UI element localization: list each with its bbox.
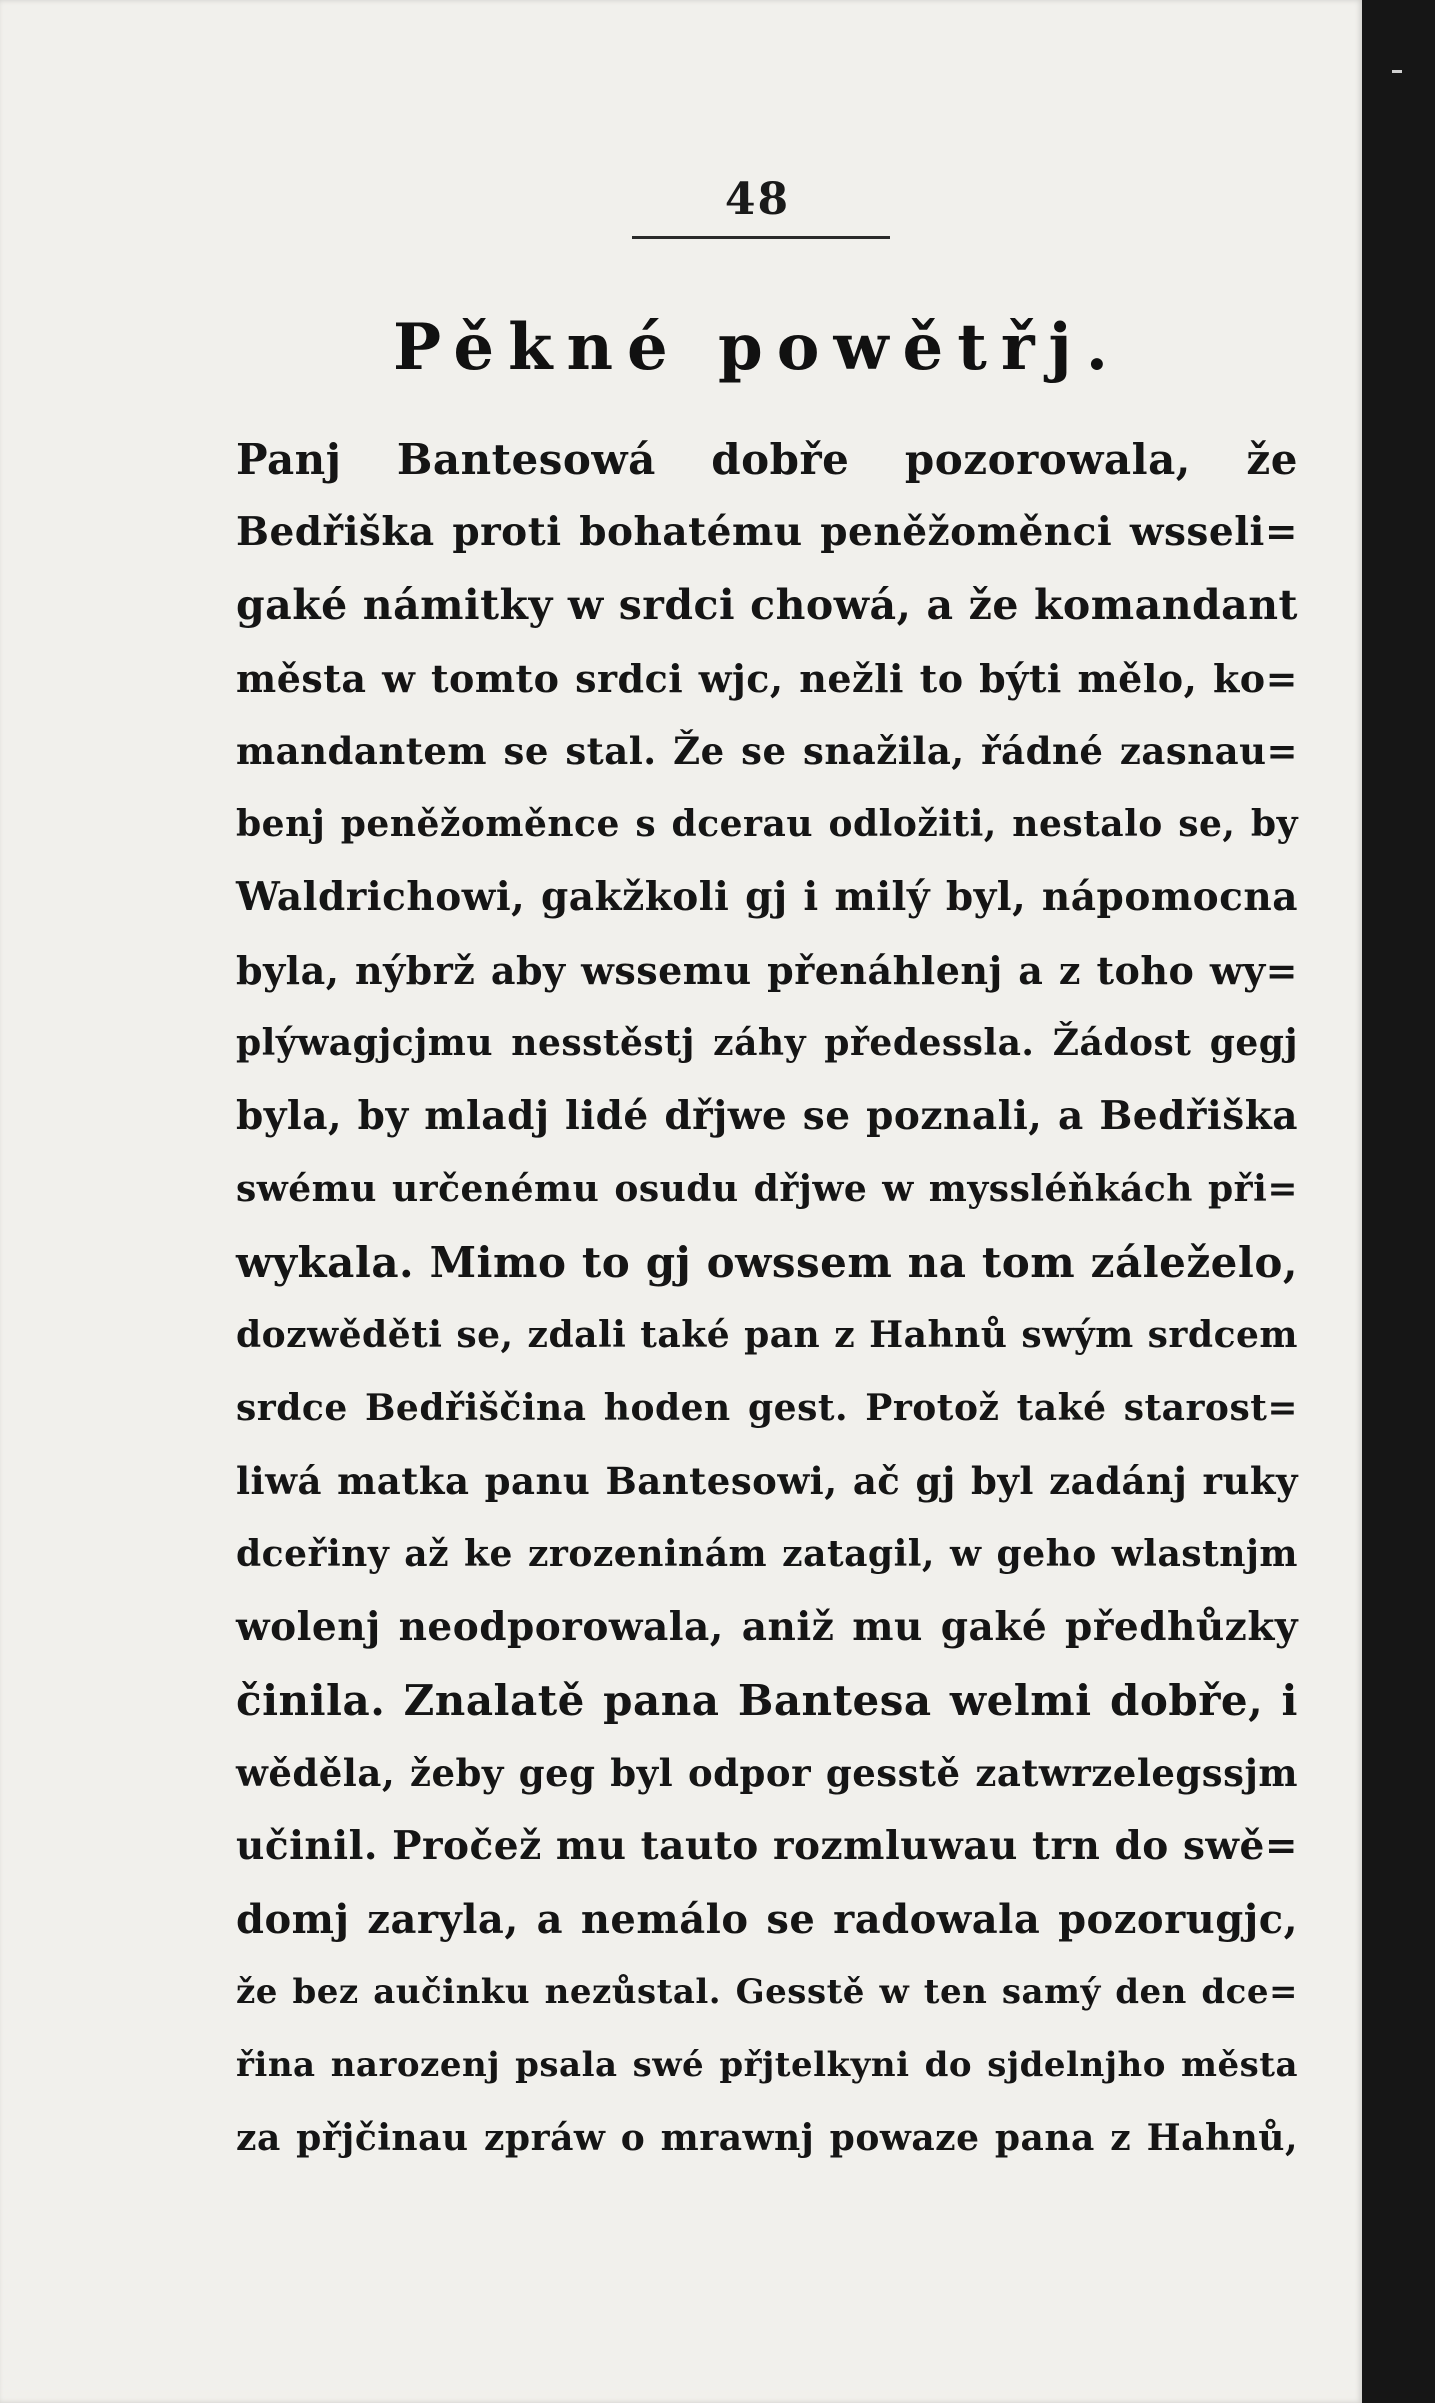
text-line: že bez aučinku nezůstal. Gesstě w ten samý den dce= bbox=[236, 1972, 1298, 2012]
text-line: za přjčinau zpráw o mrawnj powaze pana z Hahnů, bbox=[236, 2117, 1298, 2159]
text-line: swému určenému osudu dřjwe w myssléňkách při= bbox=[236, 1168, 1298, 1210]
text-line: činila. Znalatě pana Bantesa welmi dobře, i bbox=[236, 1676, 1298, 1725]
text-line: wolenj neodporowala, aniž mu gaké předhůzky bbox=[236, 1604, 1298, 1650]
text-line: srdce Bedřiščina hoden gest. Protož také starost= bbox=[236, 1387, 1298, 1429]
text-line: mandantem se stal. Že se snažila, řádné zasnau= bbox=[236, 729, 1298, 773]
page-number: 48 bbox=[724, 174, 791, 225]
header-rule bbox=[632, 236, 890, 239]
text-line: byla, nýbrž aby wssemu přenáhlenj a z toho wy= bbox=[236, 948, 1298, 993]
text-line: města w tomto srdci wjc, nežli to býti mělo, ko= bbox=[236, 656, 1298, 701]
text-line: plýwagjcjmu nesstěstj záhy předessla. Žádost gegj bbox=[236, 1022, 1298, 1064]
text-line: řina narozenj psala swé přjtelkyni do sjdelnjho města bbox=[236, 2045, 1298, 2085]
text-line: gaké námitky w srdci chowá, a že komandant bbox=[236, 581, 1298, 629]
text-line: učinil. Pročež mu tauto rozmluwau trn do swě= bbox=[236, 1823, 1298, 1869]
text-line: domj zaryla, a nemálo se radowala pozorugjc, bbox=[236, 1896, 1298, 1943]
text-line: dceřiny až ke zrozeninám zatagil, w geho wlastnjm bbox=[236, 1533, 1298, 1575]
chapter-heading: Pěkné powětřj. bbox=[393, 310, 1122, 385]
text-line: dozwěděti se, zdali také pan z Hahnů swým srdcem bbox=[236, 1314, 1298, 1356]
text-line: liwá matka panu Bantesowi, ač gj byl zadánj ruky bbox=[236, 1459, 1298, 1503]
text-line: Panj Bantesowá dobře pozorowala, že bbox=[236, 435, 1298, 484]
text-line: wěděla, žeby geg byl odpor gesstě zatwrzelegssjm bbox=[236, 1751, 1298, 1795]
body-text bbox=[236, 423, 1298, 2175]
text-line: Bedřiška proti bohatému peněžoměnci wsseli= bbox=[236, 509, 1298, 555]
text-line: byla, by mladj lidé dřjwe se poznali, a Bedřiška bbox=[236, 1093, 1298, 1139]
edge-mark bbox=[1392, 70, 1402, 73]
text-line: wykala. Mimo to gj owssem na tom záleželo, bbox=[236, 1238, 1298, 1287]
scan-background-edge bbox=[1362, 0, 1435, 2403]
text-line: benj peněžoměnce s dcerau odložiti, nestalo se, by bbox=[236, 803, 1298, 845]
text-line: Waldrichowi, gakžkoli gj i milý byl, nápomocna bbox=[236, 874, 1298, 920]
